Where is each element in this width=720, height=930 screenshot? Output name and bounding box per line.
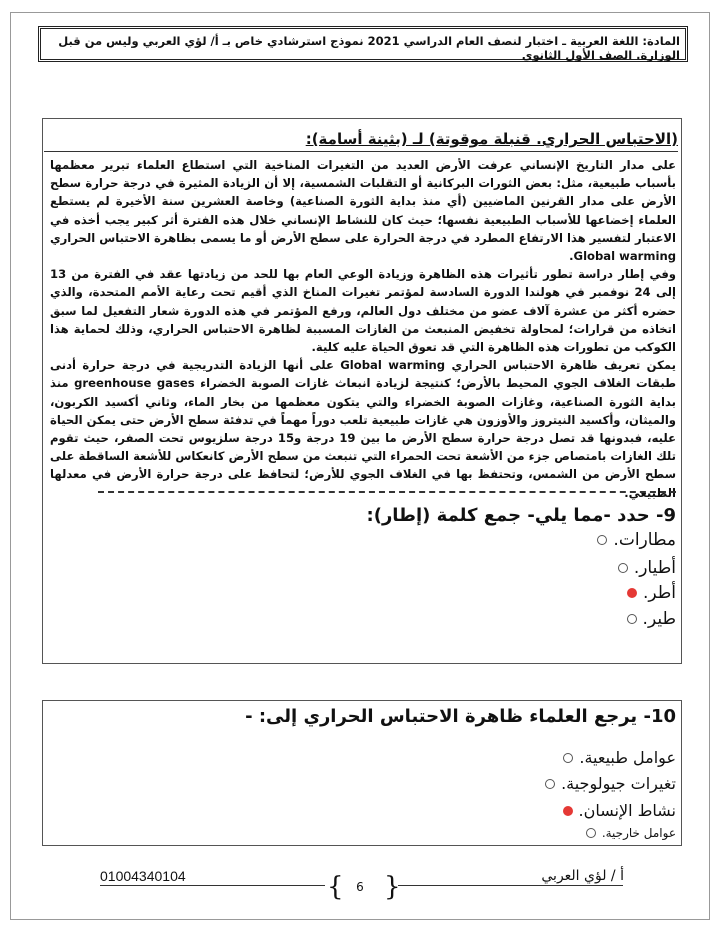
footer-rule-right [398, 885, 623, 886]
q9-option-4[interactable] [376, 609, 676, 629]
q9-option-2[interactable] [376, 558, 676, 578]
radio-icon[interactable] [586, 828, 596, 838]
passage-paragraph: يمكن تعريف ظاهرة الاحتباس الحراري Global warming على أنها الزيادة التدريجية في درجة حرارة أدنى طبقات الغلاف الجوي المحيط بالأرض؛ كنتيجة لزيادة انبعاث غازات الصوبة الخضراء greenhouse gases منذ بداية الثورة الصناعية، وغازات الصوبة الخضراء والتي يتكون معظمها من بخار الماء، وثاني أكسيد الكربون، والميثان، وأكسيد النيتروز والأوزون هي غازات طبيعية تلعب دوراً مهماً في تدفئة سطح الأرض حتى يمكن الحياة عليه، فبدونها قد تصل درجة حرارة سطح الأرض ما بين 19 درجة و15 درجة سلزيوس تحت الصفر، حيث تقوم تلك الغازات بامتصاص جزء من الأشعة تحت الحمراء التي تنبعث من سطح الأرض كانعكاس للأشعة الساقطة على سطح الأرض من الشمس، وتحتفظ بها في الغلاف الجوي للأرض؛ لتحافظ على درجة حرارة الأرض في معدلها الطبيعي. [50, 358, 676, 500]
radio-icon[interactable] [563, 753, 573, 763]
q9-option-label: مطارات. [613, 530, 676, 550]
dashed-divider [98, 491, 676, 493]
header-text: المادة: اللغة العربية ـ اختبار لنصف العام الدراسي 2021 نموذج استرشادي خاص بـ أ/ لؤي العربي وليس من قبل الوزارة. الصف الأول الثانوي [58, 34, 680, 62]
radio-icon[interactable] [597, 535, 607, 545]
passage-body [50, 156, 676, 502]
question-9: 9- حدد -مما يلي- جمع كلمة (إطار): [366, 505, 676, 526]
passage-title [44, 130, 678, 152]
radio-selected-icon[interactable] [627, 588, 637, 598]
q9-option-label: أطيار. [633, 558, 676, 578]
passage-paragraph: وفي إطار دراسة تطور تأثيرات هذه الظاهرة وزيادة الوعي العام بها للحد من زيادتها عقد في الفترة من 13 إلى 24 نوفمبر في هولندا الدورة السادسة لمؤتمر تغيرات المناخ الذي أقيم تحت رعاية الأمم المتحدة، والذي حضره أكثر من عشرة آلاف عضو من مختلف دول العالم، ورفع المؤتمر في هذه الدورة شعار التفعيل لما سبق اتخاذه من قرارات؛ لمحاولة تخفيض المنبعث من الغازات المسببة لظاهرة الاحتباس الحراري، وذلك لحماية هذا الكوكب من تطورات هذه الظاهرة التي قد تعوق الحياة عليه كلية. [50, 267, 677, 355]
q10-option-3[interactable] [376, 801, 676, 820]
q9-option-label: طير. [642, 609, 676, 629]
q10-option-label: عوامل خارجية. [601, 826, 676, 840]
q10-option-label: تغيرات جيولوجية. [561, 774, 676, 793]
q9-option-label: أطر. [642, 583, 676, 603]
footer-author: أ / لؤي العربي [541, 868, 624, 884]
footer-rule-left [100, 885, 325, 886]
q9-option-1[interactable] [376, 530, 676, 550]
footer-phone: 01004340104 [100, 868, 186, 884]
radio-icon[interactable] [545, 779, 555, 789]
radio-selected-icon[interactable] [563, 806, 573, 816]
footer-brace-right: } [384, 872, 401, 902]
question-10: 10- يرجع العلماء ظاهرة الاحتباس الحراري إلى: - [245, 706, 676, 727]
passage-title-text: (الاحتباس الحراري. قنبلة موقوتة) لـ (بثينة أسامة): [305, 130, 678, 148]
q10-option-label: عوامل طبيعية. [579, 748, 676, 767]
passage-paragraph: على مدار التاريخ الإنساني عرفت الأرض العديد من التغيرات المناخية التي استطاع العلماء تبرير معظمها بأسباب طبيعية، مثل: بعض الثورات البركانية أو التقلبات الشمسية، إلا أن الزيادة المثيرة في درجة حرارة سطح الأرض على مدار القرنين الماضيين (أي منذ بداية الثورة الصناعية) وخاصة العشرين سنة الأخيرة لم يستطع العلماء إخضاعها للأسباب الطبيعية نفسها؛ حيث كان للنشاط الإنساني خلال هذه الفترة أثر كبير يجب أخذه في الاعتبار لتفسير هذا الارتفاع المطرد في درجة الحرارة على سطح الأرض أو ما يسمى بظاهرة الاحتباس الحراري Global warming. [50, 158, 676, 264]
page-number: 6 [356, 880, 364, 894]
radio-icon[interactable] [618, 563, 628, 573]
q10-option-2[interactable] [376, 774, 676, 793]
q10-option-4[interactable] [376, 826, 676, 840]
radio-icon[interactable] [627, 614, 637, 624]
footer-brace-left: { [327, 872, 344, 902]
q10-option-label: نشاط الإنسان. [578, 801, 676, 820]
q10-option-1[interactable] [376, 748, 676, 767]
q9-option-3[interactable] [376, 583, 676, 603]
